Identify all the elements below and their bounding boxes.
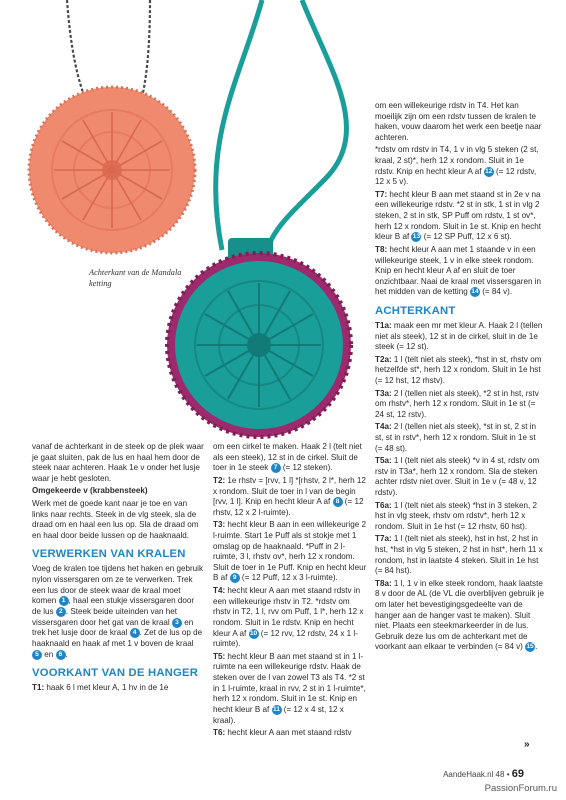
kralen-title: VERWERKEN VAN KRALEN <box>32 548 186 561</box>
omgekeerde-text: Werk met de goede kant naar je toe en van links naar rechts. Steek in de vlg steek, sla de draad om en haal een lus op. Sla de draad om en haal door beide lussen op de haaknaald. <box>32 498 199 540</box>
row-text: *rdstv om rdstv in T4, 1 v in vlg 5 steken (2 st, kraal, 2 st)*, herh 12 x rondom. Sluit in 1e rdstv. Knip en hecht kleur A af <box>375 145 539 176</box>
step-marker: 5 <box>32 650 42 660</box>
column-3 <box>375 101 545 655</box>
t6-row <box>213 728 368 739</box>
column-1 <box>32 442 204 696</box>
t8a-row: T8a: 1 l, 1 v in elke steek rondom, haak laatste 8 v door de AL (de VL die overblijven gebruik je om later het bevestigingsgedeelte van de hanger aan de hanger vast te maken). Sluit niet. Plaats een steekmarkeerder in de lus. Gebruik deze lus om de achterkant met de voorkant aan elkaar te verbinden (= 84 v) 15. <box>375 578 545 652</box>
footer-site: AandeHaak.nl 48 <box>443 770 505 779</box>
kralen-part: . Zet de lus op de haaknaald en haak af met 1 v boven de kraal <box>32 628 203 649</box>
t1-continued <box>213 442 368 474</box>
t7a-row <box>375 534 545 576</box>
t6a-row <box>375 501 545 533</box>
teal-cord-right <box>268 0 346 248</box>
step-marker: 8 <box>333 497 343 507</box>
step-marker: 9 <box>230 573 240 583</box>
continue-arrow: » <box>524 739 530 750</box>
row-text: om een cirkel te maken. Haak 2 l (telt niet als een steek), 12 st in de cirkel. Sluit de toer in 1e steek <box>213 442 362 473</box>
coral-mandala-pendant <box>29 87 195 253</box>
metal-chain-right <box>140 0 150 105</box>
t2-row <box>213 476 368 519</box>
t5-row <box>213 652 368 726</box>
page-number: 69 <box>511 768 524 780</box>
row-text: (= 12 rdstv, 12 x 5 v). <box>375 166 537 187</box>
t7-row <box>375 190 545 243</box>
kralen-part: . <box>65 649 68 659</box>
teal-cord-left <box>216 0 262 250</box>
hanger-title: VOORKANT VAN DE HANGER <box>32 667 199 680</box>
row-label: T2a: <box>375 354 392 364</box>
row-text: 1 l, 1 v in elke steek rondom, haak laatste 8 v door de AL (de VL die overblijven gebruik je om later het bevestigingsgedeelte van de hanger aan de hanger vast te maken). Sluit niet. Plaats een steekmarkeerder in de lus. Gebruik deze lus om de achterkant met de voorkant aan elkaar te verbinden <box>375 578 545 652</box>
step-marker: 6 <box>56 650 66 660</box>
t6-repeat <box>375 145 545 188</box>
t4-row <box>213 586 368 650</box>
row-label: T6: <box>213 728 226 738</box>
step-marker: 15 <box>526 643 534 651</box>
photo-caption: Achterkant van de Mandala ketting <box>89 268 182 288</box>
row-label: T3a: <box>375 388 392 398</box>
kralen-part: Voeg de kralen toe tijdens het haken en gebruik nylon vissersgaren om ze te verwerken. Trek een lus door de steek waar de kraal moet komen <box>32 564 203 606</box>
t1-row <box>32 683 204 694</box>
step-marker: 3 <box>172 618 182 628</box>
row-text: hecht kleur B aan met staand st in 2e v na een willekeurige rdstv. *2 st in stk, 1 st in vlg 2 steken, 2 st in stk, SP Puff om rdstv, 1 st ov*, herh 12 x rondom. Sluit in 1e st. Knip en hecht kleur B af <box>375 189 542 242</box>
row-text: hecht kleur A aan met staand rdstv in een willekeurige rhstv in T2. *rdstv om rhstv in T2, 1 l, rvv om Puff, 1 l*, herh 12 x rondom. Sluit in 1e rdstv. Knip en hecht kleur A af <box>213 586 364 638</box>
row-text: hecht kleur A aan met staand rdstv <box>227 728 352 738</box>
omgekeerde-title: Omgekeerde v (krabbensteek) <box>32 486 148 496</box>
page-footer <box>443 768 524 780</box>
row-text: hecht kleur A aan met 1 staande v in een willekeurige steek, 1 v in elke steek rondom. Knip en hecht kleur A af en sluit de toer onzichtbaar. Naai de kraal met vissersgaren in het midden van de ketting <box>375 245 542 297</box>
row-text: 1e rhstv = [rvv, 1 l] *[rhstv, 2 l*, herh 12 x rondom. Sluit de toer in l van de begin [rvv, 1 l]. Knip en hecht kleur A af <box>213 475 366 507</box>
row-label: T1: <box>32 683 45 693</box>
row-label: T7a: <box>375 534 392 544</box>
kralen-text <box>32 564 204 660</box>
row-label: T4: <box>213 586 226 596</box>
row-label: T6a: <box>375 500 392 510</box>
row-text: maak een mr met kleur A. Haak 2 l (tellen niet als steek), 12 st in de cirkel, sluit in de 1e steek (= 12 st). <box>375 321 543 352</box>
step-marker: 13 <box>412 233 421 241</box>
column-2 <box>213 442 368 741</box>
row-text: (= 12 SP Puff, 12 x 6 st). <box>423 232 512 242</box>
achterkant-title: ACHTERKANT <box>375 305 456 318</box>
footer-separator: • <box>506 770 510 779</box>
t1a-row <box>375 321 545 353</box>
row-label: T2: <box>213 475 226 485</box>
row-text: 1 l (telt niet als steek) *v in 4 st, rdstv om rstv in T3a*, herh 12 x rondom. Sla de steken achter rdstv niet over. Sluit in 1e v (= 48 v, 12 rdstv). <box>375 456 540 498</box>
row-text: hecht kleur B aan in een willekeurige 2 l-ruimte. Start 1e Puff als st stokje met 1 omslag op de haaknaald. *Puff in 2 l-ruimte, 3 l, rhstv ov*, herh 12 x rondom. Sluit de toer in 1e Puff. Knip en hecht kleur B af <box>213 520 367 583</box>
kralen-part: en trek het lusje door de kraal <box>32 617 194 638</box>
t4a-row <box>375 422 545 454</box>
t3a-row <box>375 389 545 421</box>
step-marker: 7 <box>271 463 281 473</box>
row-text: 1 l (telt niet als steek), *hst in st, rhstv om hetzelfde st*, herh 12 x rondom. Sluit in 1e hst (= 12 hst, 12 rhstv). <box>375 354 542 386</box>
row-text: haak 6 l met kleur A, 1 hv in de 1e <box>46 683 169 693</box>
t3-row <box>213 520 368 584</box>
row-text: (= 12 Puff, 12 x 3 l-ruimte). <box>241 573 338 583</box>
row-label: T4a: <box>375 422 392 432</box>
intro-text: vanaf de achterkant in de steek op de plek waar je gaat sluiten, pak de lus en haal hem door de steek naar achteren. Haak 1e v onder het lusje waar je hebt gesloten. <box>32 442 204 483</box>
row-text: (= 84 v) <box>495 642 523 652</box>
t8-row <box>375 245 545 298</box>
kralen-part: , haal een stukje vissersgaren door de lus <box>32 596 195 616</box>
watermark: PassionForum.ru <box>484 783 557 794</box>
t5a-row <box>375 456 545 498</box>
metal-chain-left <box>67 0 88 105</box>
step-marker: 10 <box>249 629 258 637</box>
row-text: 1 l (telt niet als steek) *hst in 3 steken, 2 hst in vlg steek, rhstv om rdstv*, herh 12 x rondom. Sluit in 1e hst (= 12 rhstv, 60 hst). <box>375 500 537 531</box>
kralen-part: . Steek beide uiteinden van het vissersgaren door het gat van de kraal <box>32 607 178 627</box>
step-marker: 4 <box>130 628 140 638</box>
row-text: 1 l (telt niet als steek), hst in hst, 2 hst in hst, *hst in vlg 5 steken, 2 hst in hst*, herh 11 x rondom, hst in laatste 4 steken. Sluit in 1e hst (= 84 hst). <box>375 534 543 576</box>
row-text: 2 l (tellen niet als steek), *2 st in hst, rstv om rhstv*, herh 12 x rondom. Sluit in 1e st (= 24 st, 12 rstv). <box>375 388 539 419</box>
row-text: 2 l (tellen niet als steek), *st in st, 2 st in st, st in rstv*, herh 12 x rondom. Sluit in 1e st (= 48 st). <box>375 422 537 453</box>
row-label: T8a: <box>375 578 392 588</box>
row-text: hecht kleur B aan met staand st in 1 l-ruimte na een willekeurige rdstv. Haak de steken over de l van zowel T3 als T4. *2 st in 1 l-ruimte, kraal in rvv, 2 st in 1 l-ruimte*, herh 12 x rondom. Sluit in 1e st. Knip en hecht kleur B af <box>213 651 366 714</box>
row-label: T1a: <box>375 321 392 331</box>
row-text: (= 84 v). <box>482 287 513 297</box>
row-text: (= 12 rvv, 12 rdstv, 24 x 1 l-ruimte). <box>213 628 358 649</box>
t2a-row <box>375 355 545 387</box>
row-text: (= 12 x 4 st, 12 x kraal). <box>213 704 344 725</box>
row-text: (= 12 rhstv, 12 x 2 l-ruimte). <box>213 497 364 517</box>
step-marker: 2 <box>56 607 66 617</box>
kralen-part: en <box>44 649 54 659</box>
step-marker: 1 <box>59 596 69 606</box>
row-label: T5a: <box>375 456 392 466</box>
row-label: T5: <box>213 651 226 661</box>
row-text: (= 12 steken). <box>282 463 333 473</box>
step-marker: 14 <box>471 288 479 296</box>
row-label: T8: <box>375 245 388 254</box>
row-label: T3: <box>213 520 226 530</box>
t6-continued: om een willekeurige rdstv in T4. Het kan moeilijk zijn om een rdstv tussen de kralen te haken, vouw daarom het werk een beetje naar achteren. <box>375 101 542 142</box>
row-label: T7: <box>375 189 388 199</box>
step-marker: 12 <box>485 167 493 175</box>
step-marker: 11 <box>273 705 280 713</box>
